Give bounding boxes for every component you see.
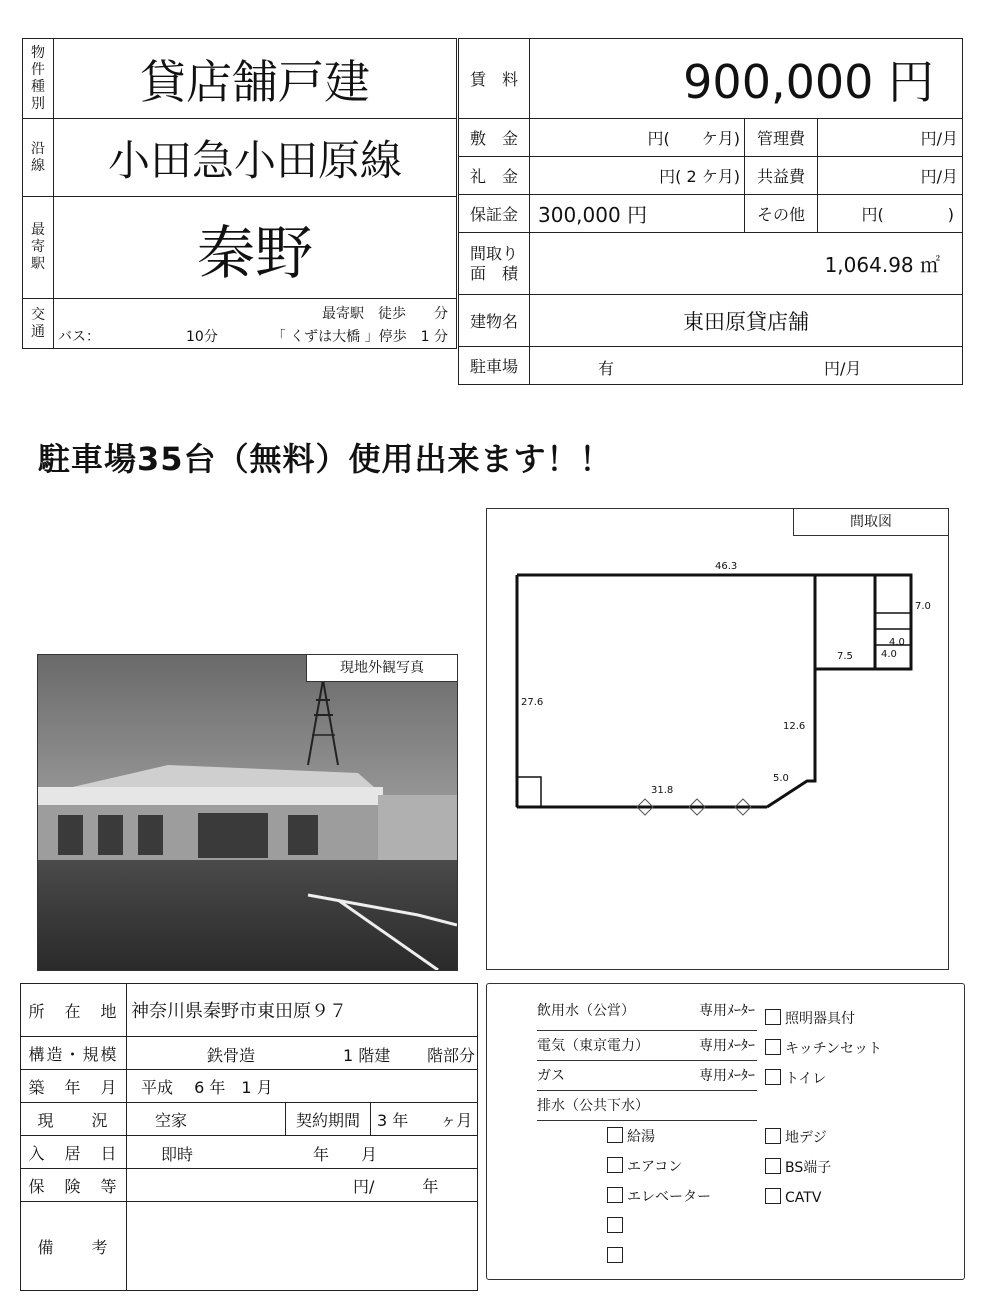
check-elevator[interactable]	[607, 1182, 711, 1212]
gas-label: ガス	[537, 1068, 565, 1084]
right-checklist	[765, 1004, 882, 1213]
dim-side: 7.0	[915, 601, 931, 612]
check-kitchen[interactable]	[765, 1034, 882, 1064]
structure-floor-part: 階部分	[427, 1046, 476, 1065]
check-blank-2[interactable]	[607, 1242, 711, 1272]
line-label: 沿線	[23, 119, 54, 197]
transport-label: 交通	[23, 299, 54, 349]
structure-material: 鉄骨造	[207, 1046, 256, 1065]
other-value: 円( )	[818, 195, 963, 233]
key-money-label: 礼 金	[459, 157, 530, 195]
check-label: BS端子	[785, 1160, 832, 1176]
left-checklist	[607, 1122, 711, 1272]
contract-label: 契約期間	[286, 1103, 371, 1136]
movein-timing: 即時	[161, 1145, 194, 1164]
deposit-label: 敷 金	[459, 119, 530, 157]
property-info-table	[20, 983, 478, 1291]
check-label: 地デジ	[785, 1130, 827, 1146]
parking-value: 有	[598, 359, 615, 378]
structure-value	[127, 1037, 478, 1070]
photo-caption: 現地外観写真	[306, 655, 457, 682]
insurance-value: 円/ 年	[127, 1169, 478, 1202]
floorplan-caption: 間取図	[793, 509, 948, 536]
parking-info	[530, 347, 963, 385]
movein-label: 入 居 日	[21, 1136, 127, 1169]
exterior-photo	[37, 654, 458, 971]
status-value: 空家	[127, 1103, 286, 1136]
property-summary-table	[22, 38, 457, 349]
bus-stop: 「 くずは大橋 」停歩 1 分	[271, 329, 448, 345]
building-photo-image	[38, 655, 457, 970]
structure-label: 構造・規模	[21, 1037, 127, 1070]
dim-bottom: 31.8	[651, 785, 674, 796]
area-label-1: 間取り	[469, 243, 518, 263]
other-label: その他	[745, 195, 818, 233]
checkbox-icon[interactable]	[607, 1247, 623, 1263]
dim-left: 27.6	[521, 697, 544, 708]
notes-value	[127, 1202, 478, 1291]
bus-minutes: 10分	[186, 329, 218, 345]
dim-toilet2: 4.0	[881, 649, 897, 660]
transport-info	[54, 299, 457, 349]
check-hot-water[interactable]	[607, 1122, 711, 1152]
movein-date: 年 月	[313, 1145, 378, 1164]
contract-value: 3 年 ヶ月	[371, 1103, 478, 1136]
checkbox-icon[interactable]	[765, 1069, 781, 1085]
guarantee-label: 保証金	[459, 195, 530, 233]
checkbox-icon[interactable]	[765, 1188, 781, 1204]
mgmt-label: 管理費	[745, 119, 818, 157]
address-label: 所 在 地	[21, 984, 127, 1037]
utility-gas	[537, 1061, 757, 1091]
dim-toilet1: 4.0	[889, 637, 905, 648]
built-label: 築 年 月	[21, 1070, 127, 1103]
electric-label: 電気（東京電力）	[537, 1038, 649, 1054]
drain-label: 排水（公共下水）	[537, 1098, 649, 1114]
area-value: 1,064.98 ㎡	[530, 233, 963, 295]
rent-details-table	[458, 38, 963, 385]
rent-value: 900,000 円	[530, 39, 963, 119]
dim-kitchen: 7.5	[837, 651, 853, 662]
check-bs[interactable]	[765, 1153, 882, 1183]
utility-water	[537, 1000, 757, 1031]
type-label: 物件種別	[23, 39, 54, 119]
utility-list	[537, 1000, 757, 1121]
checkbox-icon[interactable]	[765, 1009, 781, 1025]
utility-electric	[537, 1031, 757, 1061]
address-value: 神奈川県秦野市東田原９７	[127, 984, 478, 1037]
check-label: CATV	[785, 1190, 822, 1206]
floor-plan	[486, 508, 949, 970]
check-lighting[interactable]	[765, 1004, 882, 1034]
electric-meter: 専用ﾒｰﾀｰ	[699, 1038, 755, 1054]
key-money-value: 円( 2 ケ月)	[530, 157, 745, 195]
check-label: キッチンセット	[785, 1041, 883, 1057]
checkbox-icon[interactable]	[607, 1217, 623, 1233]
check-blank-1[interactable]	[607, 1212, 711, 1242]
amenities-box	[486, 983, 965, 1280]
building-name: 東田原貸店舗	[530, 295, 963, 347]
mgmt-value: 円/月	[818, 119, 963, 157]
parking-label: 駐車場	[459, 347, 530, 385]
parking-price: 円/月	[824, 359, 862, 378]
status-label: 現 況	[21, 1103, 127, 1136]
floorplan-drawing	[487, 509, 948, 969]
movein-value	[127, 1136, 478, 1169]
checkbox-icon[interactable]	[607, 1127, 623, 1143]
notes-label: 備 考	[21, 1202, 127, 1291]
common-fee-label: 共益費	[745, 157, 818, 195]
dim-diagonal: 5.0	[773, 773, 789, 784]
headline: 駐車場35台（無料）使用出来ます！！	[38, 440, 613, 478]
railway-line: 小田急小田原線	[54, 119, 457, 197]
check-toilet[interactable]	[765, 1064, 882, 1094]
insurance-label: 保 険 等	[21, 1169, 127, 1202]
property-type: 貸店舗戸建	[54, 39, 457, 119]
check-digital-tv[interactable]	[765, 1123, 882, 1153]
check-label: トイレ	[785, 1071, 827, 1087]
check-aircon[interactable]	[607, 1152, 711, 1182]
dim-top: 46.3	[715, 561, 738, 572]
structure-floors: 1 階建	[343, 1046, 391, 1065]
check-label: エアコン	[627, 1159, 683, 1175]
nearest-station: 秦野	[54, 197, 457, 299]
checkbox-icon[interactable]	[607, 1157, 623, 1173]
checkbox-icon[interactable]	[765, 1158, 781, 1174]
building-label: 建物名	[459, 295, 530, 347]
gas-meter: 専用ﾒｰﾀｰ	[699, 1068, 755, 1084]
area-label	[459, 233, 530, 295]
checkbox-icon[interactable]	[765, 1039, 781, 1055]
deposit-value: 円( ケ月)	[530, 119, 745, 157]
check-label: 給湯	[627, 1129, 655, 1145]
guarantee-value: 300,000 円	[530, 195, 745, 233]
dim-right: 12.6	[783, 721, 806, 732]
water-label: 飲用水（公営）	[537, 1003, 635, 1019]
check-label: 照明器具付	[785, 1011, 855, 1027]
check-catv[interactable]	[765, 1183, 882, 1213]
utility-drain	[537, 1091, 757, 1121]
common-fee-value: 円/月	[818, 157, 963, 195]
checkbox-icon[interactable]	[765, 1128, 781, 1144]
walk-text: 最寄駅 徒歩 分	[322, 306, 448, 322]
bus-label: バス：	[58, 329, 100, 345]
water-meter: 専用ﾒｰﾀｰ	[699, 1003, 755, 1019]
check-label: エレベーター	[627, 1189, 711, 1205]
station-label: 最寄駅	[23, 197, 54, 299]
checkbox-icon[interactable]	[607, 1187, 623, 1203]
area-label-2: 面 積	[469, 263, 518, 283]
rent-label: 賃 料	[459, 39, 530, 119]
built-value: 平成 6 年 1 月	[127, 1070, 478, 1103]
